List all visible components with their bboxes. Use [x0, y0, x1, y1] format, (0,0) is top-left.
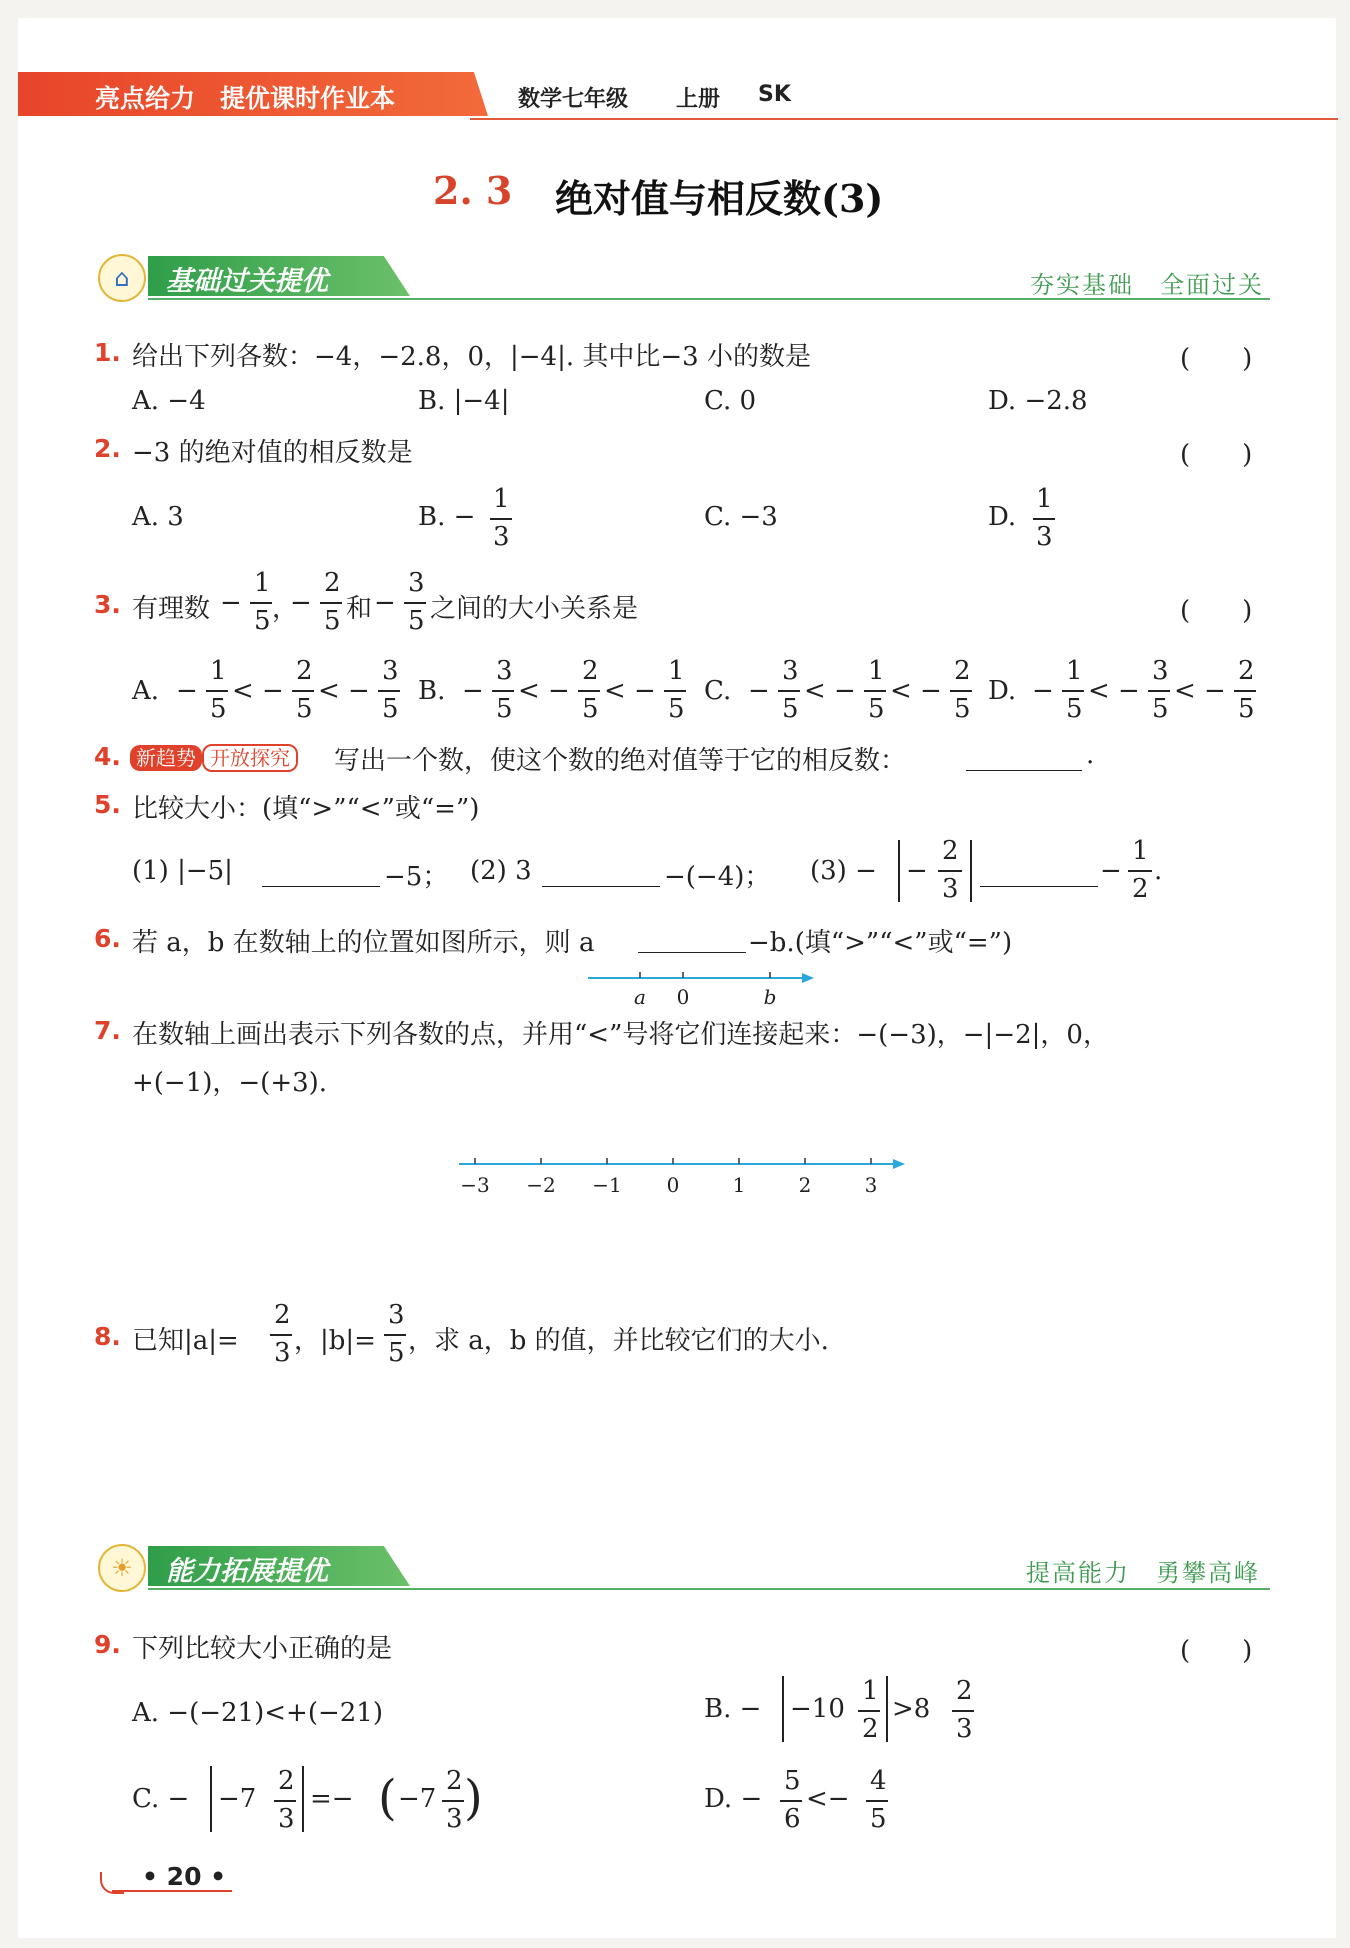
- q5-part3-right: −: [1100, 856, 1122, 886]
- q3-optB-frac3-minus: −: [634, 676, 656, 706]
- fraction-bar: [864, 690, 886, 692]
- comma: ，: [272, 594, 299, 624]
- q9-number: 9.: [94, 1630, 121, 1659]
- q3-optA-frac2-minus: −: [262, 676, 284, 706]
- left-paren: (: [378, 1770, 397, 1826]
- q6-stem-post: −b.(填“>”“<”或“=”): [748, 928, 1013, 958]
- q4-number: 4.: [94, 742, 121, 771]
- fraction-bar: [938, 870, 962, 872]
- q9-answer-paren[interactable]: ( ): [1180, 1636, 1253, 1666]
- q3-stem-frac3-minus: −: [374, 588, 396, 618]
- q9-b-num2: 2: [956, 1676, 973, 1706]
- house-icon: ⌂: [98, 254, 146, 302]
- fraction-bar: [578, 690, 600, 692]
- q1-option-a[interactable]: A. −4: [132, 386, 206, 416]
- q6-stem-pre: 若 a，b 在数轴上的位置如图所示，则 a: [132, 928, 595, 958]
- edition-label: SK: [758, 82, 791, 107]
- q3-optB-frac2-minus: −: [548, 676, 570, 706]
- q3-stem-frac1-minus: −: [220, 588, 242, 618]
- q8-stem-mid: ，|b|=: [294, 1326, 376, 1356]
- q3-optC-label[interactable]: C.: [704, 676, 732, 706]
- q3-optB-frac3-den: 5: [668, 694, 685, 724]
- q5-part3-blank[interactable]: [980, 886, 1098, 887]
- period: .: [1154, 856, 1163, 886]
- q3-optA-frac2-num: 2: [296, 656, 313, 686]
- q1-option-b[interactable]: B. |−4|: [418, 386, 510, 416]
- q3-optB-frac3-num: 1: [668, 656, 685, 686]
- q3-optD-frac3-num: 2: [1238, 656, 1255, 686]
- fraction-bar: [442, 1800, 464, 1802]
- section2-label: 能力拓展提优: [166, 1556, 328, 1587]
- section1-slogan: 夯实基础 全面过关: [1030, 271, 1264, 299]
- new-trend-tag: 新趋势: [130, 745, 202, 771]
- q9-c-rel: =−: [310, 1784, 354, 1814]
- q5-part2-blank[interactable]: [542, 886, 660, 887]
- axis-arrow: [893, 1159, 905, 1169]
- q3-optB-frac1-den: 5: [496, 694, 513, 724]
- q9-d-rel: <−: [806, 1784, 850, 1814]
- abs-bar: [782, 1676, 784, 1742]
- fraction-bar: [320, 602, 342, 604]
- less-than-sign: <: [232, 676, 254, 706]
- q8-stem-pre: 已知|a|=: [132, 1326, 239, 1356]
- q5-part1-right: −5；: [384, 862, 449, 892]
- axis-tick-label: −1: [592, 1173, 622, 1197]
- q3-stem-mid: 和: [346, 594, 373, 624]
- q8-frac1-den: 3: [274, 1338, 291, 1368]
- q3-stem-frac3-den: 5: [408, 606, 425, 636]
- q9-d-den: 6: [784, 1804, 801, 1834]
- less-than-sign: <: [890, 676, 912, 706]
- q3-optA-frac2-den: 5: [296, 694, 313, 724]
- q3-optD-frac1-den: 5: [1066, 694, 1083, 724]
- fraction-bar: [952, 1710, 974, 1712]
- q3-optA-frac1-den: 5: [210, 694, 227, 724]
- fraction-bar: [292, 690, 314, 692]
- q5-part3-num: 2: [942, 836, 959, 866]
- q9-option-c[interactable]: C. −: [132, 1784, 190, 1814]
- fraction-bar: [206, 690, 228, 692]
- q3-optA-frac3-den: 5: [382, 694, 399, 724]
- q8-frac2-num: 3: [388, 1300, 405, 1330]
- q3-stem-frac2-minus: −: [290, 588, 312, 618]
- q3-optC-frac1-den: 5: [782, 694, 799, 724]
- less-than-sign: <: [804, 676, 826, 706]
- q4-stem: 写出一个数，使这个数的绝对值等于它的相反数：: [334, 746, 907, 776]
- q1-answer-paren[interactable]: ( ): [1180, 344, 1253, 374]
- q1-option-d[interactable]: D. −2.8: [988, 386, 1088, 416]
- q3-optD-frac2-minus: −: [1118, 676, 1140, 706]
- fraction-bar: [866, 1800, 888, 1802]
- less-than-sign: <: [518, 676, 540, 706]
- q2-b-denominator: 3: [493, 522, 510, 552]
- header-rule: [470, 118, 1338, 120]
- fraction-bar: [780, 1800, 802, 1802]
- q3-optC-frac2-num: 1: [868, 656, 885, 686]
- q1-option-c[interactable]: C. 0: [704, 386, 757, 416]
- less-than-sign: <: [604, 676, 626, 706]
- q9-b-num: 1: [862, 1676, 879, 1706]
- q3-optD-frac3-minus: −: [1204, 676, 1226, 706]
- less-than-sign: <: [318, 676, 340, 706]
- q3-answer-paren[interactable]: ( ): [1180, 596, 1253, 626]
- q2-number: 2.: [94, 434, 121, 463]
- q6-number: 6.: [94, 924, 121, 953]
- q2-d-numerator: 1: [1036, 484, 1053, 514]
- q3-optC-frac2-minus: −: [834, 676, 856, 706]
- q3-optD-frac1-num: 1: [1066, 656, 1083, 686]
- q4-tags: [130, 742, 298, 771]
- q3-optD-frac2-den: 5: [1152, 694, 1169, 724]
- q2-option-d[interactable]: D.: [988, 502, 1017, 532]
- q3-stem-frac1-den: 5: [254, 606, 271, 636]
- q3-optB-frac2-den: 5: [582, 694, 599, 724]
- fraction-bar: [778, 690, 800, 692]
- q5-part2-right: −(−4)；: [664, 862, 771, 892]
- open-explore-tag: 开放探究: [202, 744, 298, 772]
- q3-optC-frac3-den: 5: [954, 694, 971, 724]
- q9-d-num2: 4: [870, 1766, 887, 1796]
- axis-label-1: 0: [676, 985, 690, 1009]
- q5-stem: 比较大小：(填“>”“<”或“=”): [132, 794, 480, 824]
- q5-part3b-num: 1: [1132, 836, 1149, 866]
- axis-tick-label: 1: [732, 1173, 746, 1197]
- q2-option-c[interactable]: C. −3: [704, 502, 778, 532]
- q9-d-den2: 5: [870, 1804, 887, 1834]
- q7-number: 7.: [94, 1016, 121, 1045]
- abs-bar: [210, 1766, 212, 1832]
- fraction-bar: [1033, 518, 1055, 520]
- q3-stem-frac3-num: 3: [408, 568, 425, 598]
- fraction-bar: [492, 690, 514, 692]
- q3-optA-frac3-minus: −: [348, 676, 370, 706]
- fraction-bar: [1148, 690, 1170, 692]
- q7-stem-2: +(−1)，−(+3).: [132, 1068, 328, 1098]
- q6-number-line: [580, 962, 820, 1010]
- abs-bar: [302, 1766, 304, 1832]
- q3-optB-frac1-minus: −: [462, 676, 484, 706]
- q9-b-den2: 3: [956, 1714, 973, 1744]
- q3-optC-frac1-num: 3: [782, 656, 799, 686]
- q9-option-a[interactable]: A. −(−21)<+(−21): [132, 1698, 383, 1728]
- q9-c-inner2: −7: [398, 1784, 437, 1814]
- fraction-bar: [950, 690, 972, 692]
- q3-optD-frac1-minus: −: [1032, 676, 1054, 706]
- fraction-bar: [1234, 690, 1256, 692]
- q7-stem: 在数轴上画出表示下列各数的点，并用“<”号将它们连接起来：−(−3)，−|−2|，0，: [132, 1020, 1109, 1050]
- q5-part3b-den: 2: [1132, 874, 1149, 904]
- q3-optC-frac1-minus: −: [748, 676, 770, 706]
- q9-b-inner: −10: [790, 1694, 845, 1724]
- q6-answer-blank[interactable]: [638, 952, 746, 953]
- q3-number: 3.: [94, 590, 121, 619]
- axis-tick-label: −2: [526, 1173, 556, 1197]
- q3-stem-frac1-num: 1: [254, 568, 271, 598]
- q2-d-denominator: 3: [1036, 522, 1053, 552]
- q1-stem: 给出下列各数：−4，−2.8，0，|−4|. 其中比−3 小的数是: [132, 342, 811, 372]
- subject-label: 数学七年级: [518, 87, 629, 112]
- q9-stem: 下列比较大小正确的是: [132, 1634, 393, 1664]
- q8-frac1-num: 2: [274, 1300, 291, 1330]
- q8-number: 8.: [94, 1322, 121, 1351]
- axis-label-2: b: [763, 985, 777, 1009]
- q5-part2-left: (2) 3: [470, 856, 532, 886]
- fraction-bar: [274, 1800, 296, 1802]
- axis-arrow: [802, 973, 814, 983]
- fraction-bar: [270, 1334, 292, 1336]
- fraction-bar: [250, 602, 272, 604]
- q9-c-num: 2: [278, 1766, 295, 1796]
- less-than-sign: <: [1088, 676, 1110, 706]
- fraction-bar: [378, 690, 400, 692]
- q2-stem: −3 的绝对值的相反数是: [132, 438, 413, 468]
- q2-b-numerator: 1: [493, 484, 510, 514]
- q8-stem-post: ，求 a，b 的值，并比较它们的大小.: [408, 1326, 829, 1356]
- volume-label: 上册: [676, 87, 721, 112]
- section1-label: 基础过关提优: [166, 266, 328, 297]
- fraction-bar: [1128, 870, 1152, 872]
- q3-stem-frac2-num: 2: [324, 568, 341, 598]
- abs-bar: [898, 840, 900, 902]
- q3-optC-frac3-minus: −: [920, 676, 942, 706]
- q9-c-den2: 3: [446, 1804, 463, 1834]
- q8-frac2-den: 5: [388, 1338, 405, 1368]
- section2-rule: [148, 1588, 1270, 1590]
- q3-optA-frac3-num: 3: [382, 656, 399, 686]
- q3-optA-frac1-num: 1: [210, 656, 227, 686]
- sun-icon: ☀: [98, 1544, 146, 1592]
- q5-part1-blank[interactable]: [262, 886, 380, 887]
- axis-tick-label: 0: [666, 1173, 680, 1197]
- page-number: • 20 •: [142, 1862, 227, 1891]
- q3-optC-frac2-den: 5: [868, 694, 885, 724]
- q1-number: 1.: [94, 338, 121, 367]
- q9-c-num2: 2: [446, 1766, 463, 1796]
- q9-d-num: 5: [784, 1766, 801, 1796]
- abs-bar: [970, 840, 972, 902]
- fraction-bar: [664, 690, 686, 692]
- q3-optD-frac3-den: 5: [1238, 694, 1255, 724]
- q4-period: .: [1086, 740, 1095, 770]
- q9-option-d[interactable]: D. −: [704, 1784, 763, 1814]
- q5-part1-left: (1) |−5|: [132, 856, 233, 886]
- chapter-title: 绝对值与相反数(3): [555, 176, 884, 221]
- q4-answer-blank[interactable]: [966, 770, 1082, 771]
- fraction-bar: [858, 1710, 880, 1712]
- q3-stem-post: 之间的大小关系是: [430, 594, 639, 624]
- fraction-bar: [490, 518, 512, 520]
- axis-tick-label: 2: [798, 1173, 812, 1197]
- q3-optA-frac1-minus: −: [176, 676, 198, 706]
- chapter-number: 2. 3: [433, 168, 513, 213]
- q9-option-b[interactable]: B. −: [704, 1694, 762, 1724]
- fraction-bar: [1062, 690, 1084, 692]
- right-paren: ): [464, 1770, 483, 1826]
- section2-slogan: 提高能力 勇攀高峰: [1026, 1559, 1260, 1587]
- axis-tick-label: 3: [864, 1173, 878, 1197]
- q3-stem-frac2-den: 5: [324, 606, 341, 636]
- q5-number: 5.: [94, 790, 121, 819]
- q2-option-b[interactable]: B. −: [418, 502, 476, 532]
- axis-tick-label: −3: [460, 1173, 490, 1197]
- less-than-sign: <: [1174, 676, 1196, 706]
- q3-optD-frac2-num: 3: [1152, 656, 1169, 686]
- q2-answer-paren[interactable]: ( ): [1180, 440, 1253, 470]
- minus-sign: −: [906, 856, 928, 886]
- q3-optA-label[interactable]: A.: [132, 676, 160, 706]
- q2-option-a[interactable]: A. 3: [132, 502, 184, 532]
- fraction-bar: [384, 1334, 406, 1336]
- q3-optB-frac2-num: 2: [582, 656, 599, 686]
- axis-label-0: a: [634, 985, 646, 1009]
- q7-number-line[interactable]: [455, 1150, 915, 1200]
- q9-c-den: 3: [278, 1804, 295, 1834]
- series-title: 亮点给力 提优课时作业本: [95, 84, 396, 113]
- q5-part3-den: 3: [942, 874, 959, 904]
- q5-part3-left: (3) −: [810, 856, 877, 886]
- q3-optC-frac3-num: 2: [954, 656, 971, 686]
- q3-optB-label[interactable]: B.: [418, 676, 446, 706]
- abs-bar: [886, 1676, 888, 1742]
- fraction-bar: [404, 602, 426, 604]
- q9-b-den: 2: [862, 1714, 879, 1744]
- q3-optD-label[interactable]: D.: [988, 676, 1017, 706]
- q9-b-rel: >8: [892, 1694, 931, 1724]
- q9-c-inner: −7: [218, 1784, 257, 1814]
- q3-stem-pre: 有理数: [132, 594, 211, 624]
- q3-optB-frac1-num: 3: [496, 656, 513, 686]
